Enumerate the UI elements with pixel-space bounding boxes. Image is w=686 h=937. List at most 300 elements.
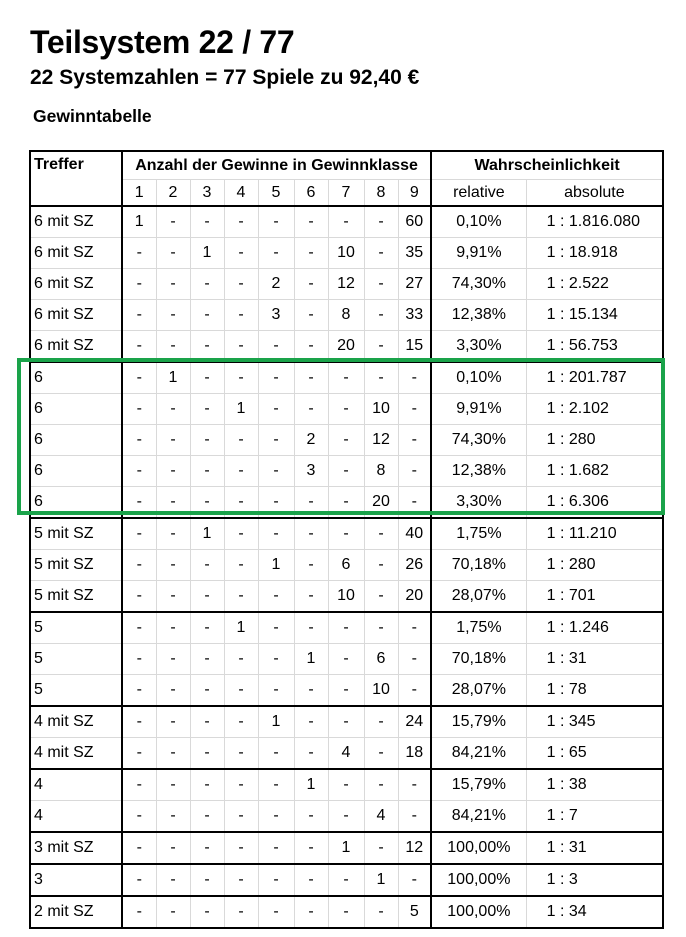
class-5-count: 1 <box>258 550 294 581</box>
class-8-count: - <box>364 896 398 928</box>
class-1-count: - <box>122 706 156 738</box>
relative-probability: 1,75% <box>431 518 526 550</box>
class-1-count: 1 <box>122 206 156 238</box>
class-2-count: - <box>156 864 190 896</box>
class-8-count: 1 <box>364 864 398 896</box>
table-row <box>30 487 663 519</box>
class-2-count: - <box>156 206 190 238</box>
relative-probability: 84,21% <box>431 801 526 833</box>
class-7-count: - <box>328 675 364 707</box>
class-1-count: - <box>122 769 156 801</box>
class-4-count: - <box>224 738 258 770</box>
absolute-probability: 1 : 1.816.080 <box>526 206 663 238</box>
class-2-count: - <box>156 487 190 519</box>
absolute-probability: 1 : 31 <box>526 644 663 675</box>
class-5-count: - <box>258 769 294 801</box>
row-treffer: 6 mit SZ <box>30 206 122 238</box>
class-5-count: - <box>258 644 294 675</box>
class-3-count: - <box>190 675 224 707</box>
class-8-count: 8 <box>364 456 398 487</box>
class-1-count: - <box>122 362 156 394</box>
table-row <box>30 550 663 581</box>
class-9-count: 60 <box>398 206 431 238</box>
header-class-9: 9 <box>398 180 431 207</box>
class-3-count: - <box>190 456 224 487</box>
class-7-count: - <box>328 518 364 550</box>
class-1-count: - <box>122 801 156 833</box>
class-6-count: 1 <box>294 769 328 801</box>
class-2-count: - <box>156 238 190 269</box>
class-7-count: - <box>328 362 364 394</box>
class-3-count: - <box>190 362 224 394</box>
class-4-count: - <box>224 518 258 550</box>
class-1-count: - <box>122 896 156 928</box>
class-4-count: - <box>224 425 258 456</box>
class-3-count: 1 <box>190 238 224 269</box>
class-8-count: - <box>364 706 398 738</box>
class-3-count: - <box>190 394 224 425</box>
class-9-count: 20 <box>398 581 431 613</box>
class-7-count: 8 <box>328 300 364 331</box>
row-treffer: 5 mit SZ <box>30 581 122 613</box>
row-treffer: 6 <box>30 362 122 394</box>
class-2-count: - <box>156 550 190 581</box>
class-6-count: 1 <box>294 644 328 675</box>
class-5-count: - <box>258 581 294 613</box>
class-8-count: - <box>364 581 398 613</box>
class-3-count: - <box>190 801 224 833</box>
class-1-count: - <box>122 300 156 331</box>
class-9-count: - <box>398 456 431 487</box>
header-class-4: 4 <box>224 180 258 207</box>
class-9-count: - <box>398 487 431 519</box>
class-6-count: - <box>294 518 328 550</box>
class-7-count: - <box>328 706 364 738</box>
class-6-count: - <box>294 269 328 300</box>
row-treffer: 6 mit SZ <box>30 238 122 269</box>
relative-probability: 100,00% <box>431 864 526 896</box>
class-1-count: - <box>122 832 156 864</box>
class-8-count: 10 <box>364 675 398 707</box>
table-row <box>30 581 663 613</box>
class-7-count: - <box>328 801 364 833</box>
class-1-count: - <box>122 581 156 613</box>
class-5-count: - <box>258 518 294 550</box>
row-treffer: 5 <box>30 612 122 644</box>
class-9-count: 24 <box>398 706 431 738</box>
table-row <box>30 456 663 487</box>
class-9-count: 18 <box>398 738 431 770</box>
class-9-count: 12 <box>398 832 431 864</box>
absolute-probability: 1 : 18.918 <box>526 238 663 269</box>
header-class-2: 2 <box>156 180 190 207</box>
class-4-count: - <box>224 362 258 394</box>
class-2-count: - <box>156 738 190 770</box>
class-9-count: 27 <box>398 269 431 300</box>
class-8-count: - <box>364 238 398 269</box>
table-row <box>30 612 663 644</box>
class-5-count: - <box>258 206 294 238</box>
table-row <box>30 269 663 300</box>
table-row <box>30 518 663 550</box>
class-2-count: - <box>156 425 190 456</box>
class-4-count: - <box>224 769 258 801</box>
class-8-count: - <box>364 206 398 238</box>
table-row <box>30 362 663 394</box>
class-2-count: - <box>156 331 190 363</box>
class-4-count: 1 <box>224 394 258 425</box>
class-2-count: - <box>156 675 190 707</box>
class-9-count: 5 <box>398 896 431 928</box>
class-3-count: - <box>190 487 224 519</box>
class-7-count: 12 <box>328 269 364 300</box>
row-treffer: 4 <box>30 801 122 833</box>
class-6-count: 2 <box>294 425 328 456</box>
class-4-count: - <box>224 675 258 707</box>
absolute-probability: 1 : 15.134 <box>526 300 663 331</box>
class-8-count: - <box>364 518 398 550</box>
class-3-count: - <box>190 550 224 581</box>
relative-probability: 74,30% <box>431 269 526 300</box>
relative-probability: 84,21% <box>431 738 526 770</box>
class-8-count: - <box>364 362 398 394</box>
class-5-count: - <box>258 612 294 644</box>
table-row <box>30 769 663 801</box>
header-class-5: 5 <box>258 180 294 207</box>
table-row <box>30 331 663 363</box>
absolute-probability: 1 : 31 <box>526 832 663 864</box>
class-6-count: - <box>294 706 328 738</box>
class-7-count: 1 <box>328 832 364 864</box>
class-8-count: 20 <box>364 487 398 519</box>
row-treffer: 3 mit SZ <box>30 832 122 864</box>
class-3-count: - <box>190 612 224 644</box>
class-2-count: - <box>156 518 190 550</box>
class-9-count: 35 <box>398 238 431 269</box>
header-class-3: 3 <box>190 180 224 207</box>
row-treffer: 6 <box>30 487 122 519</box>
class-7-count: - <box>328 896 364 928</box>
row-treffer: 4 mit SZ <box>30 706 122 738</box>
class-5-count: - <box>258 801 294 833</box>
class-7-count: - <box>328 644 364 675</box>
relative-probability: 0,10% <box>431 362 526 394</box>
class-9-count: - <box>398 425 431 456</box>
class-5-count: 3 <box>258 300 294 331</box>
class-9-count: - <box>398 769 431 801</box>
class-9-count: 26 <box>398 550 431 581</box>
absolute-probability: 1 : 38 <box>526 769 663 801</box>
header-class-6: 6 <box>294 180 328 207</box>
table-row <box>30 300 663 331</box>
class-6-count: - <box>294 896 328 928</box>
class-6-count: - <box>294 362 328 394</box>
class-7-count: 4 <box>328 738 364 770</box>
class-5-count: 1 <box>258 706 294 738</box>
row-treffer: 6 mit SZ <box>30 331 122 363</box>
class-2-count: - <box>156 769 190 801</box>
class-5-count: - <box>258 331 294 363</box>
table-row <box>30 864 663 896</box>
absolute-probability: 1 : 280 <box>526 425 663 456</box>
class-5-count: - <box>258 864 294 896</box>
class-6-count: - <box>294 832 328 864</box>
relative-probability: 1,75% <box>431 612 526 644</box>
class-4-count: - <box>224 269 258 300</box>
page-subtitle: 22 Systemzahlen = 77 Spiele zu 92,40 € <box>30 66 420 89</box>
class-4-count: - <box>224 550 258 581</box>
class-7-count: - <box>328 394 364 425</box>
class-4-count: - <box>224 487 258 519</box>
class-1-count: - <box>122 425 156 456</box>
class-7-count: - <box>328 456 364 487</box>
class-5-count: - <box>258 675 294 707</box>
table-row <box>30 238 663 269</box>
class-8-count: 12 <box>364 425 398 456</box>
class-9-count: 15 <box>398 331 431 363</box>
absolute-probability: 1 : 56.753 <box>526 331 663 363</box>
relative-probability: 3,30% <box>431 331 526 363</box>
absolute-probability: 1 : 65 <box>526 738 663 770</box>
class-7-count: 10 <box>328 238 364 269</box>
absolute-probability: 1 : 2.522 <box>526 269 663 300</box>
class-6-count: - <box>294 612 328 644</box>
class-4-count: - <box>224 238 258 269</box>
class-9-count: - <box>398 644 431 675</box>
class-6-count: - <box>294 738 328 770</box>
class-9-count: - <box>398 612 431 644</box>
class-6-count: - <box>294 394 328 425</box>
class-5-count: - <box>258 456 294 487</box>
relative-probability: 100,00% <box>431 832 526 864</box>
row-treffer: 5 <box>30 675 122 707</box>
absolute-probability: 1 : 6.306 <box>526 487 663 519</box>
header-anzahl: Anzahl der Gewinne in Gewinnklasse <box>122 151 431 180</box>
class-4-count: - <box>224 832 258 864</box>
class-1-count: - <box>122 456 156 487</box>
class-5-count: - <box>258 362 294 394</box>
class-5-count: - <box>258 425 294 456</box>
class-8-count: - <box>364 832 398 864</box>
class-1-count: - <box>122 612 156 644</box>
class-7-count: 10 <box>328 581 364 613</box>
row-treffer: 3 <box>30 864 122 896</box>
header-class-1: 1 <box>122 180 156 207</box>
gewinn-table <box>29 150 664 929</box>
class-1-count: - <box>122 394 156 425</box>
relative-probability: 12,38% <box>431 300 526 331</box>
class-2-count: - <box>156 456 190 487</box>
table-row <box>30 394 663 425</box>
relative-probability: 74,30% <box>431 425 526 456</box>
class-6-count: - <box>294 801 328 833</box>
section-heading: Gewinntabelle <box>33 106 152 126</box>
absolute-probability: 1 : 3 <box>526 864 663 896</box>
class-7-count: - <box>328 864 364 896</box>
class-9-count: - <box>398 362 431 394</box>
row-treffer: 5 mit SZ <box>30 518 122 550</box>
class-5-count: 2 <box>258 269 294 300</box>
class-4-count: - <box>224 331 258 363</box>
class-7-count: - <box>328 769 364 801</box>
absolute-probability: 1 : 2.102 <box>526 394 663 425</box>
relative-probability: 12,38% <box>431 456 526 487</box>
class-7-count: 6 <box>328 550 364 581</box>
absolute-probability: 1 : 201.787 <box>526 362 663 394</box>
table-row <box>30 425 663 456</box>
absolute-probability: 1 : 1.246 <box>526 612 663 644</box>
absolute-probability: 1 : 345 <box>526 706 663 738</box>
relative-probability: 15,79% <box>431 769 526 801</box>
absolute-probability: 1 : 701 <box>526 581 663 613</box>
absolute-probability: 1 : 7 <box>526 801 663 833</box>
row-treffer: 6 <box>30 425 122 456</box>
class-5-count: - <box>258 738 294 770</box>
class-9-count: - <box>398 801 431 833</box>
row-treffer: 5 <box>30 644 122 675</box>
class-6-count: - <box>294 487 328 519</box>
absolute-probability: 1 : 78 <box>526 675 663 707</box>
class-9-count: - <box>398 675 431 707</box>
page-title: Teilsystem 22 / 77 <box>30 24 295 60</box>
absolute-probability: 1 : 34 <box>526 896 663 928</box>
class-3-count: - <box>190 206 224 238</box>
class-7-count: - <box>328 206 364 238</box>
class-8-count: 6 <box>364 644 398 675</box>
class-3-count: - <box>190 832 224 864</box>
class-1-count: - <box>122 644 156 675</box>
class-8-count: 10 <box>364 394 398 425</box>
class-3-count: - <box>190 706 224 738</box>
table-row <box>30 738 663 770</box>
class-8-count: - <box>364 550 398 581</box>
class-1-count: - <box>122 518 156 550</box>
relative-probability: 28,07% <box>431 675 526 707</box>
class-2-count: - <box>156 832 190 864</box>
class-3-count: - <box>190 864 224 896</box>
relative-probability: 100,00% <box>431 896 526 928</box>
absolute-probability: 1 : 11.210 <box>526 518 663 550</box>
row-treffer: 6 mit SZ <box>30 269 122 300</box>
class-8-count: 4 <box>364 801 398 833</box>
class-6-count: - <box>294 550 328 581</box>
class-4-count: - <box>224 896 258 928</box>
class-2-count: - <box>156 801 190 833</box>
class-1-count: - <box>122 487 156 519</box>
class-7-count: - <box>328 487 364 519</box>
class-6-count: 3 <box>294 456 328 487</box>
class-9-count: - <box>398 864 431 896</box>
class-2-count: - <box>156 300 190 331</box>
class-1-count: - <box>122 331 156 363</box>
class-5-count: - <box>258 487 294 519</box>
class-3-count: - <box>190 769 224 801</box>
class-5-count: - <box>258 238 294 269</box>
class-2-count: 1 <box>156 362 190 394</box>
class-4-count: - <box>224 456 258 487</box>
class-8-count: - <box>364 738 398 770</box>
row-treffer: 6 mit SZ <box>30 300 122 331</box>
class-4-count: - <box>224 644 258 675</box>
relative-probability: 3,30% <box>431 487 526 519</box>
class-3-count: - <box>190 331 224 363</box>
class-5-count: - <box>258 394 294 425</box>
class-7-count: - <box>328 425 364 456</box>
class-7-count: - <box>328 612 364 644</box>
class-7-count: 20 <box>328 331 364 363</box>
absolute-probability: 1 : 280 <box>526 550 663 581</box>
class-6-count: - <box>294 864 328 896</box>
class-1-count: - <box>122 864 156 896</box>
class-6-count: - <box>294 675 328 707</box>
header-absolute: absolute <box>526 180 663 207</box>
header-wahrscheinlichkeit: Wahrscheinlichkeit <box>431 151 663 180</box>
class-6-count: - <box>294 331 328 363</box>
header-treffer: Treffer <box>30 151 122 206</box>
class-2-count: - <box>156 581 190 613</box>
header-relative: relative <box>431 180 526 207</box>
class-8-count: - <box>364 269 398 300</box>
class-4-count: 1 <box>224 612 258 644</box>
class-2-count: - <box>156 612 190 644</box>
class-5-count: - <box>258 832 294 864</box>
row-treffer: 5 mit SZ <box>30 550 122 581</box>
table-row <box>30 644 663 675</box>
class-3-count: - <box>190 425 224 456</box>
table-row <box>30 675 663 707</box>
class-2-count: - <box>156 644 190 675</box>
table-row <box>30 706 663 738</box>
table-row <box>30 896 663 928</box>
class-3-count: - <box>190 644 224 675</box>
class-4-count: - <box>224 706 258 738</box>
class-4-count: - <box>224 864 258 896</box>
relative-probability: 70,18% <box>431 550 526 581</box>
class-3-count: - <box>190 896 224 928</box>
relative-probability: 9,91% <box>431 394 526 425</box>
class-5-count: - <box>258 896 294 928</box>
class-3-count: - <box>190 581 224 613</box>
absolute-probability: 1 : 1.682 <box>526 456 663 487</box>
class-4-count: - <box>224 581 258 613</box>
class-9-count: - <box>398 394 431 425</box>
class-2-count: - <box>156 394 190 425</box>
class-6-count: - <box>294 206 328 238</box>
class-2-count: - <box>156 269 190 300</box>
class-4-count: - <box>224 206 258 238</box>
class-1-count: - <box>122 269 156 300</box>
class-8-count: - <box>364 769 398 801</box>
class-9-count: 33 <box>398 300 431 331</box>
relative-probability: 28,07% <box>431 581 526 613</box>
row-treffer: 2 mit SZ <box>30 896 122 928</box>
class-1-count: - <box>122 550 156 581</box>
class-1-count: - <box>122 738 156 770</box>
class-8-count: - <box>364 300 398 331</box>
header-class-8: 8 <box>364 180 398 207</box>
relative-probability: 15,79% <box>431 706 526 738</box>
class-1-count: - <box>122 675 156 707</box>
row-treffer: 6 <box>30 394 122 425</box>
class-6-count: - <box>294 581 328 613</box>
relative-probability: 0,10% <box>431 206 526 238</box>
row-treffer: 6 <box>30 456 122 487</box>
relative-probability: 70,18% <box>431 644 526 675</box>
relative-probability: 9,91% <box>431 238 526 269</box>
class-8-count: - <box>364 612 398 644</box>
class-3-count: - <box>190 738 224 770</box>
class-2-count: - <box>156 896 190 928</box>
